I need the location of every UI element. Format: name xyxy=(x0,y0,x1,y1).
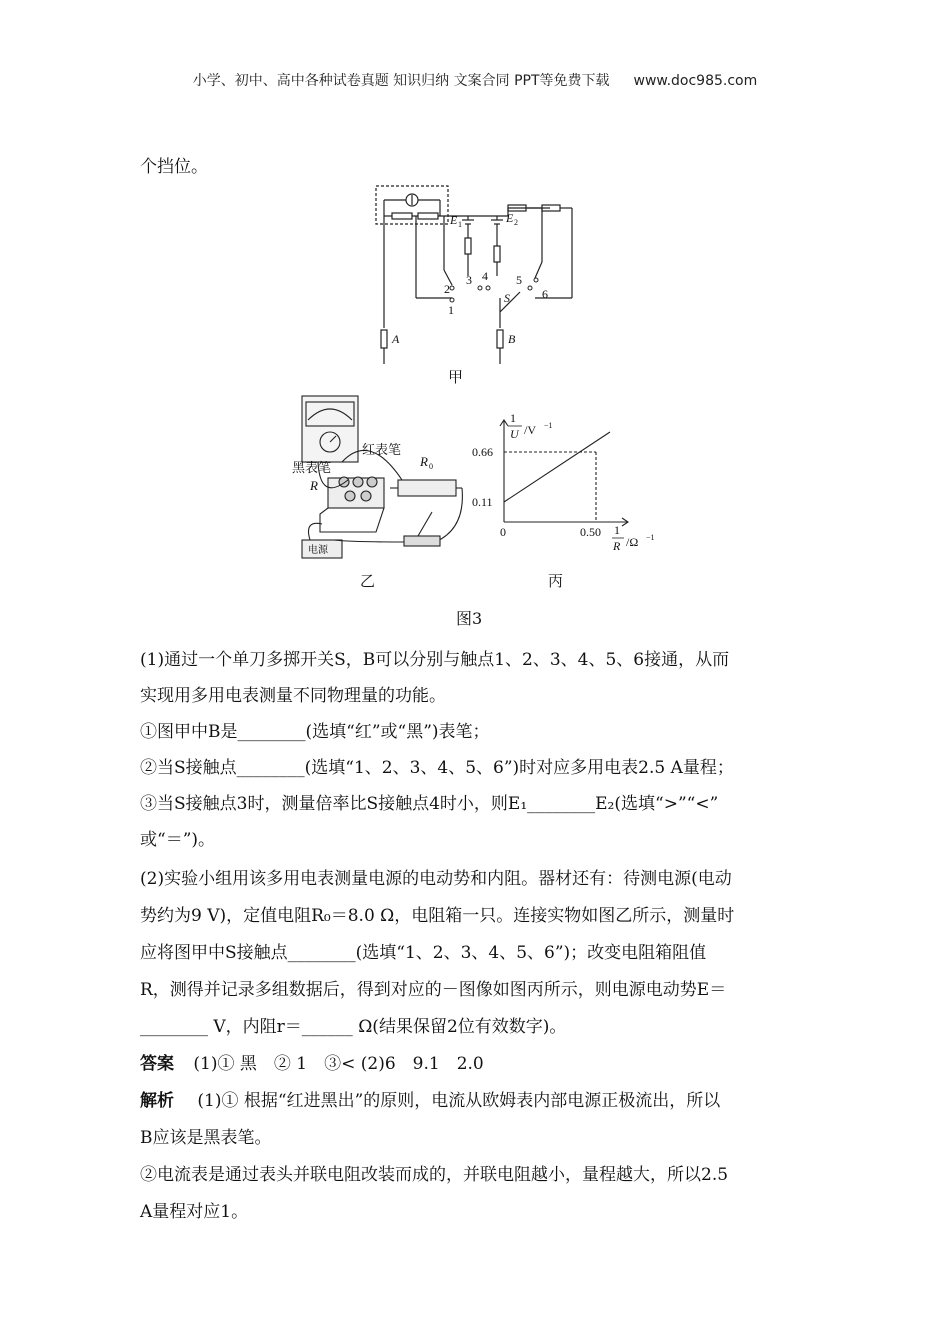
x-axis-den: R xyxy=(613,539,621,553)
node-label: 6 xyxy=(542,287,548,301)
black-lead-label: 黑表笔 xyxy=(292,460,332,475)
e1-sub: 1 xyxy=(458,220,462,229)
r0-label: R xyxy=(420,454,428,469)
e2-sub: 2 xyxy=(514,218,518,227)
analysis-label: 解析 xyxy=(140,1091,174,1111)
x-tick: 0.50 xyxy=(580,525,601,539)
node-label: 4 xyxy=(482,269,488,283)
question-line: (1)通过一个单刀多掷开关S，B可以分别与触点1、2、3、4、5、6接通，从而 xyxy=(140,650,730,670)
question-line: ③当S接触点3时，测量倍率比S接触点4时小，则E₁________E₂(选填“>”“<” xyxy=(140,794,719,814)
rbox-label: R xyxy=(310,478,318,493)
probe-a-label: A xyxy=(392,332,400,346)
node-label: 5 xyxy=(516,273,522,287)
x-axis-exp: −1 xyxy=(646,533,655,542)
fig-yi-label: 乙 xyxy=(360,572,376,590)
analysis-line: ②电流表是通过表头并联电阻改装而成的，并联电阻越小，量程越大，所以2.5 xyxy=(140,1165,729,1185)
y-axis-exp: −1 xyxy=(544,421,553,430)
answer-text: (1)① 黑 ② 1 ③< (2)6 9.1 2.0 xyxy=(193,1054,484,1074)
y-tick: 0.66 xyxy=(472,445,493,459)
y-tick: 0.11 xyxy=(472,495,493,509)
analysis-line: A量程对应1。 xyxy=(140,1202,249,1222)
probe-b-label: B xyxy=(508,332,516,346)
switch-label: S xyxy=(504,291,510,305)
answer-block xyxy=(140,1049,484,1074)
node-label: 1 xyxy=(448,303,454,317)
question-line: 或“＝”)。 xyxy=(140,830,216,850)
question-line: ②当S接触点________(选填“1、2、3、4、5、6”)时对应多用电表2.5 A量程； xyxy=(140,758,734,778)
top-line: 个挡位。 xyxy=(140,157,208,177)
question-line: ①图甲中B是________(选填“红”或“黑”)表笔； xyxy=(140,722,490,742)
source-label: 电源 xyxy=(308,545,328,556)
fig-jia-label: 甲 xyxy=(448,368,464,386)
question-line: 应将图甲中S接触点________(选填“1、2、3、4、5、6”)；改变电阻箱阻值 xyxy=(140,943,707,963)
question-line: ________ V，内阻r＝______ Ω(结果保留2位有效数字)。 xyxy=(140,1017,567,1037)
question-line: R，测得并记录多组数据后，得到对应的－图像如图丙所示，则电源电动势E＝ xyxy=(140,980,727,1000)
y-axis-unit: /V xyxy=(524,423,536,437)
x-axis-unit: /Ω xyxy=(626,535,639,549)
figure-caption: 图3 xyxy=(456,609,483,628)
e1-label: E xyxy=(450,213,458,227)
header-text: 小学、初中、高中各种试卷真题 知识归纳 文案合同 PPT等免费下载 xyxy=(192,73,610,89)
e2-label: E xyxy=(506,211,514,225)
y-axis-num: 1 xyxy=(510,411,516,425)
r0-sub: 0 xyxy=(429,462,433,471)
figure-jia-circuit xyxy=(370,180,590,370)
header-url[interactable]: www.doc985.com xyxy=(633,73,758,89)
fig-bing-label: 丙 xyxy=(548,572,564,590)
analysis-line: (1)① 根据“红进黑出”的原则，电流从欧姆表内部电源正极流出，所以 xyxy=(197,1091,721,1111)
origin-label: 0 xyxy=(500,525,506,539)
node-label: 3 xyxy=(466,273,472,287)
x-axis-num: 1 xyxy=(614,523,620,537)
y-axis-den: U xyxy=(510,427,519,441)
analysis-block xyxy=(140,1086,720,1111)
question-line: 实现用多用电表测量不同物理量的功能。 xyxy=(140,686,446,706)
node-label: 2 xyxy=(444,282,450,296)
question-line: (2)实验小组用该多用电表测量电源的电动势和内阻。器材还有：待测电源(电动 xyxy=(140,869,732,889)
page-header xyxy=(0,70,950,90)
question-line: 势约为9 V)，定值电阻R₀＝8.0 Ω，电阻箱一只。连接实物如图乙所示，测量时 xyxy=(140,906,735,926)
red-lead-label: 红表笔 xyxy=(362,442,402,457)
answer-label: 答案 xyxy=(140,1054,174,1074)
figure-yi-apparatus xyxy=(290,392,470,564)
figure-bing-graph xyxy=(468,404,668,562)
analysis-line: B应该是黑表笔。 xyxy=(140,1128,272,1148)
